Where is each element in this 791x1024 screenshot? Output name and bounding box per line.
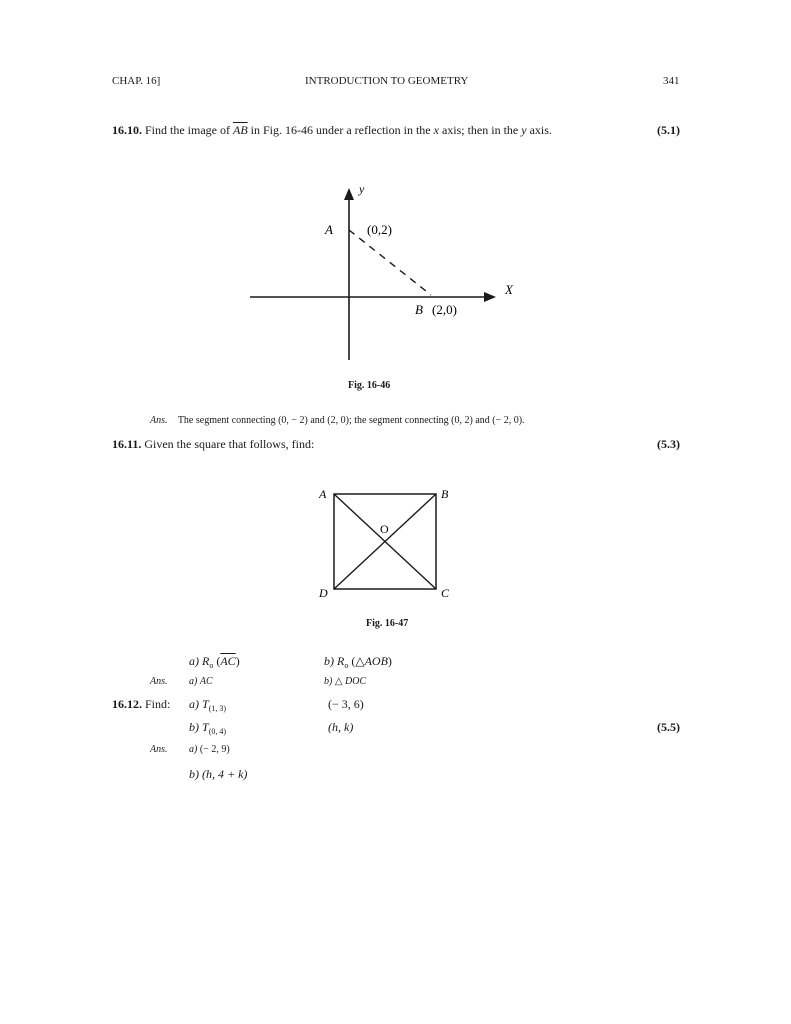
- rotation-function: R: [202, 654, 210, 668]
- function-subscript: (1, 3): [208, 704, 227, 713]
- vertex-a-label: A: [319, 487, 327, 501]
- problem-text: axis; then in the: [441, 123, 519, 137]
- section-ref: (5.5): [657, 720, 680, 734]
- triangle-icon: △: [334, 676, 343, 687]
- vertex-b-label: B: [441, 487, 449, 501]
- point-b-label: B: [415, 302, 423, 317]
- part-label: b): [324, 654, 334, 668]
- point-a-coordinate: (0,2): [367, 222, 392, 237]
- question-a-point: (− 3, 6): [328, 697, 364, 711]
- translation-function: T: [202, 697, 209, 711]
- center-o-label: O: [380, 522, 389, 536]
- answer-value: DOC: [345, 676, 367, 687]
- problem-number: 16.10.: [112, 123, 142, 137]
- answer-value: AC: [199, 676, 213, 687]
- answer-a: [189, 744, 230, 755]
- chapter-label: CHAP. 16]: [112, 75, 161, 87]
- problem-text: Find the image of: [145, 123, 230, 137]
- x-axis-label: X: [505, 282, 513, 297]
- problem-number: 16.12.: [112, 697, 142, 711]
- find-label: Find:: [145, 697, 171, 711]
- y-axis-label: y: [359, 182, 365, 196]
- problem-text: Given the square that follows, find:: [144, 437, 315, 451]
- function-subscript: o: [344, 661, 349, 670]
- vertex-d-label: D: [319, 586, 328, 600]
- answer-text: The segment connecting (0, − 2) and (2, 0); the segment connecting (0, 2) and (− 2, 0).: [177, 415, 525, 426]
- segment-ac: $\overline{AC}$: [220, 654, 236, 668]
- question-a: a) $R_o$ $(\overline{AC})$: [189, 654, 240, 670]
- part-label: a): [189, 744, 198, 755]
- problem-text: in Fig. 16-46 under a reflection in the: [250, 123, 431, 137]
- answer-value: (− 2, 9): [199, 744, 230, 755]
- part-label: b): [324, 676, 333, 687]
- answer-label: Ans.: [150, 676, 168, 687]
- part-label: a): [189, 654, 199, 668]
- point-a-label: A: [325, 222, 333, 237]
- part-label: a): [189, 697, 199, 711]
- part-label: b): [189, 767, 199, 781]
- function-subscript: (0, 4): [208, 727, 227, 736]
- page-number: 341: [663, 75, 680, 87]
- translation-function: T: [202, 720, 209, 734]
- triangle-icon: △: [355, 654, 365, 668]
- question-b: b) $R_o$ (△AOB): [324, 654, 392, 670]
- x-variable: x: [433, 123, 439, 137]
- point-b-coordinate: (2,0): [432, 302, 457, 317]
- part-label: a): [189, 676, 198, 687]
- problem-text: axis.: [529, 123, 552, 137]
- function-subscript: o: [209, 661, 214, 670]
- answer-b: [324, 676, 366, 687]
- answer-label: Ans.: [150, 415, 168, 426]
- question-b: [189, 720, 226, 736]
- problem-16-12: [112, 697, 170, 712]
- answer-a: [189, 676, 213, 687]
- answer-value: (h, 4 + k): [202, 767, 248, 781]
- section-ref: (5.3): [657, 437, 680, 451]
- vertex-c-label: C: [441, 586, 450, 600]
- figure-caption: Fig. 16-46: [348, 380, 391, 391]
- answer-b: [189, 767, 247, 782]
- rotation-function: R: [337, 654, 345, 668]
- section-ref: (5.1): [657, 123, 680, 137]
- answer-label: Ans.: [150, 744, 168, 755]
- segment-ab: $\overline{AB}$: [232, 123, 248, 137]
- question-a: [189, 697, 226, 713]
- y-variable: y: [521, 123, 527, 137]
- running-title: INTRODUCTION TO GEOMETRY: [305, 75, 469, 87]
- triangle-name: AOB: [364, 654, 388, 668]
- figure-caption: Fig. 16-47: [366, 618, 409, 629]
- problem-number: 16.11.: [112, 437, 142, 451]
- question-b-point: (h, k): [328, 720, 354, 734]
- part-label: b): [189, 720, 199, 734]
